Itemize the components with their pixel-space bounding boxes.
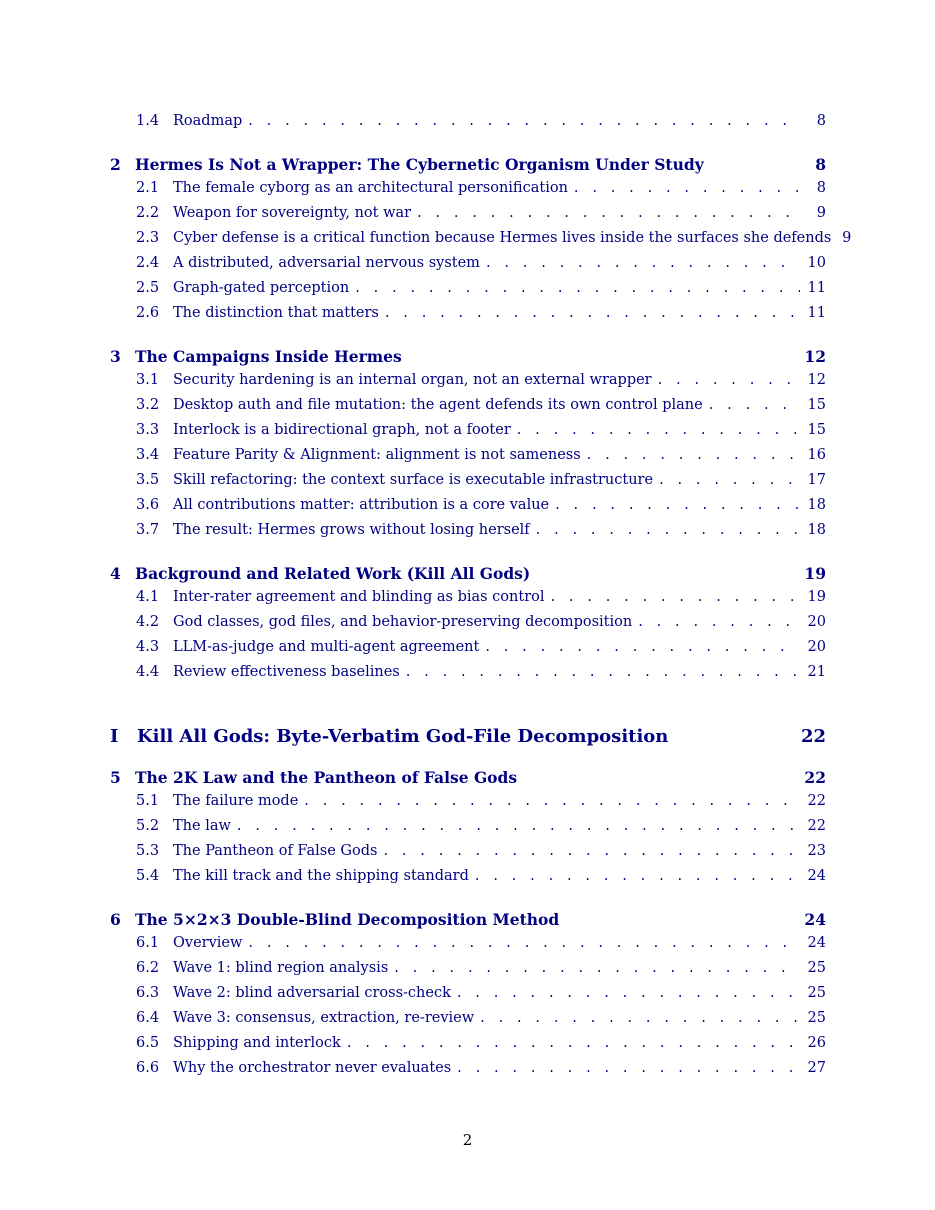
toc-entry-title: The Campaigns Inside Hermes xyxy=(135,347,402,366)
toc-entry-title: Inter-rater agreement and blinding as bias control xyxy=(173,589,545,605)
toc-entry-title: The failure mode xyxy=(173,793,299,809)
toc-entry-title: Wave 3: consensus, extraction, re-review xyxy=(173,1010,475,1026)
toc-dot-leader xyxy=(587,447,800,463)
toc-entry-page: 9 xyxy=(816,205,826,221)
toc-entry-page: 12 xyxy=(804,347,826,366)
toc-entry-number: 5.4 xyxy=(136,868,160,884)
toc-entry-number: 4.4 xyxy=(136,664,160,680)
toc-entry-title: Kill All Gods: Byte-Verbatim God-File Decomposition xyxy=(137,726,669,747)
toc-section-2[interactable] xyxy=(110,155,826,174)
toc-entry-number: 6.4 xyxy=(136,1010,160,1026)
toc-entry-page: 11 xyxy=(807,280,826,296)
toc-subsection-1-4[interactable] xyxy=(136,113,826,129)
toc-subsection-4-3[interactable] xyxy=(136,639,826,655)
toc-entry-number: 2.2 xyxy=(136,205,160,221)
toc-entry-title: Graph-gated perception xyxy=(173,280,350,296)
toc-entry-title: Wave 2: blind adversarial cross-check xyxy=(173,985,451,1001)
toc-dot-leader xyxy=(475,868,800,884)
toc-dot-leader xyxy=(574,180,800,196)
toc-entry-number: 2 xyxy=(110,155,121,174)
toc-entry-title: Desktop auth and file mutation: the agent defends its own control plane xyxy=(173,397,703,413)
toc-entry-number: 4.1 xyxy=(136,589,160,605)
toc-entry-title: The distinction that matters xyxy=(173,305,379,321)
toc-dot-leader xyxy=(457,985,800,1001)
toc-entry-number: 3.5 xyxy=(136,472,160,488)
toc-entry-page: 9 xyxy=(842,230,852,246)
toc-subsection-2-2[interactable] xyxy=(136,205,826,221)
toc-entry-number: 5 xyxy=(110,768,121,787)
toc-dot-leader xyxy=(485,639,800,655)
toc-subsection-3-6[interactable] xyxy=(136,497,826,513)
toc-subsection-6-5[interactable] xyxy=(136,1035,826,1051)
toc-entry-number: 2.3 xyxy=(136,230,160,246)
toc-entry-number: 6.5 xyxy=(136,1035,160,1051)
toc-entry-number: 3.4 xyxy=(136,447,160,463)
toc-entry-page: 19 xyxy=(807,589,826,605)
toc-entry-title: The kill track and the shipping standard xyxy=(173,868,469,884)
toc-dot-leader xyxy=(237,818,800,834)
toc-entry-page: 16 xyxy=(807,447,826,463)
toc-subsection-5-2[interactable] xyxy=(136,818,826,834)
toc-dot-leader xyxy=(417,205,800,221)
toc-entry-title: Security hardening is an internal organ, not an external wrapper xyxy=(173,372,652,388)
toc-entry-title: Wave 1: blind region analysis xyxy=(173,960,389,976)
toc-entry-number: 3.3 xyxy=(136,422,160,438)
toc-subsection-6-6[interactable] xyxy=(136,1060,826,1076)
toc-subsection-6-3[interactable] xyxy=(136,985,826,1001)
toc-entry-title: LLM-as-judge and multi-agent agreement xyxy=(173,639,480,655)
toc-dot-leader xyxy=(659,472,800,488)
toc-entry-number: 2.4 xyxy=(136,255,160,271)
toc-entry-number: I xyxy=(110,726,119,747)
toc-entry-title: Review effectiveness baselines xyxy=(173,664,400,680)
toc-entry-title: The 5×2×3 Double-Blind Decomposition Method xyxy=(135,910,560,929)
toc-part-I[interactable] xyxy=(110,726,826,747)
toc-entry-title: The female cyborg as an architectural personification xyxy=(173,180,568,196)
toc-entry-number: 3 xyxy=(110,347,121,366)
toc-entry-page: 11 xyxy=(807,305,826,321)
toc-entry-page: 17 xyxy=(807,472,826,488)
page-number: 2 xyxy=(462,1131,473,1149)
toc-dot-leader xyxy=(394,960,800,976)
toc-dot-leader xyxy=(248,113,800,129)
toc-subsection-2-6[interactable] xyxy=(136,305,826,321)
toc-entry-page: 20 xyxy=(807,639,826,655)
toc-entry-title: Cyber defense is a critical function because Hermes lives inside the surfaces she defends xyxy=(173,230,832,246)
toc-entry-number: 1.4 xyxy=(136,113,160,129)
toc-entry-number: 6.3 xyxy=(136,985,160,1001)
toc-entry-title: Hermes Is Not a Wrapper: The Cybernetic Organism Under Study xyxy=(135,155,704,174)
toc-subsection-4-2[interactable] xyxy=(136,614,826,630)
toc-entry-number: 2.5 xyxy=(136,280,160,296)
toc-dot-leader xyxy=(385,305,800,321)
toc-dot-leader xyxy=(555,497,800,513)
toc-entry-title: Overview xyxy=(173,935,243,951)
toc-entry-page: 22 xyxy=(804,768,826,787)
toc-entry-page: 24 xyxy=(807,935,826,951)
toc-dot-leader xyxy=(638,614,800,630)
toc-entry-number: 6 xyxy=(110,910,121,929)
toc-entry-title: The 2K Law and the Pantheon of False Gods xyxy=(135,768,518,787)
toc-section-5[interactable] xyxy=(110,768,826,787)
toc-entry-number: 3.7 xyxy=(136,522,160,538)
toc-subsection-2-3[interactable] xyxy=(136,230,852,246)
toc-subsection-4-1[interactable] xyxy=(136,589,826,605)
toc-entry-title: The Pantheon of False Gods xyxy=(173,843,378,859)
toc-entry-number: 4.3 xyxy=(136,639,160,655)
toc-dot-leader xyxy=(406,664,800,680)
toc-subsection-3-1[interactable] xyxy=(136,372,826,388)
toc-entry-page: 25 xyxy=(807,985,826,1001)
toc-entry-title: Interlock is a bidirectional graph, not a footer xyxy=(173,422,511,438)
toc-entry-page: 18 xyxy=(807,522,826,538)
toc-section-3[interactable] xyxy=(110,347,826,366)
toc-dot-leader xyxy=(347,1035,800,1051)
toc-subsection-6-1[interactable] xyxy=(136,935,826,951)
toc-dot-leader xyxy=(658,372,800,388)
toc-entry-number: 3.2 xyxy=(136,397,160,413)
toc-entry-page: 10 xyxy=(807,255,826,271)
toc-dot-leader xyxy=(480,1010,800,1026)
toc-entry-page: 15 xyxy=(807,422,826,438)
toc-dot-leader xyxy=(383,843,800,859)
toc-subsection-5-1[interactable] xyxy=(136,793,826,809)
toc-entry-title: God classes, god files, and behavior-preserving decomposition xyxy=(173,614,633,630)
toc-entry-title: Shipping and interlock xyxy=(173,1035,341,1051)
toc-entry-number: 6.2 xyxy=(136,960,160,976)
toc-subsection-3-4[interactable] xyxy=(136,447,826,463)
toc-dot-leader xyxy=(486,255,800,271)
toc-dot-leader xyxy=(551,589,801,605)
toc-entry-title: The law xyxy=(173,818,231,834)
toc-entry-page: 23 xyxy=(807,843,826,859)
toc-entry-page: 12 xyxy=(807,372,826,388)
toc-entry-number: 5.2 xyxy=(136,818,160,834)
toc-entry-page: 18 xyxy=(807,497,826,513)
toc-subsection-3-7[interactable] xyxy=(136,522,826,538)
toc-subsection-6-2[interactable] xyxy=(136,960,826,976)
toc-entry-number: 5.3 xyxy=(136,843,160,859)
toc-subsection-6-4[interactable] xyxy=(136,1010,826,1026)
toc-entry-number: 6.6 xyxy=(136,1060,160,1076)
toc-entry-number: 3.1 xyxy=(136,372,160,388)
toc-entry-page: 27 xyxy=(807,1060,826,1076)
toc-entry-page: 15 xyxy=(807,397,826,413)
toc-dot-leader xyxy=(304,793,800,809)
toc-entry-title: All contributions matter: attribution is a core value xyxy=(173,497,550,513)
toc-dot-leader xyxy=(709,397,800,413)
toc-dot-leader xyxy=(457,1060,800,1076)
toc-subsection-3-5[interactable] xyxy=(136,472,826,488)
toc-entry-title: Why the orchestrator never evaluates xyxy=(173,1060,452,1076)
toc-entry-page: 22 xyxy=(807,793,826,809)
toc-dot-leader xyxy=(536,522,800,538)
toc-entry-number: 4 xyxy=(110,564,121,583)
toc-entry-number: 2.6 xyxy=(136,305,160,321)
toc-entry-number: 4.2 xyxy=(136,614,160,630)
toc-subsection-2-4[interactable] xyxy=(136,255,826,271)
toc-entry-title: A distributed, adversarial nervous system xyxy=(173,255,480,271)
toc-subsection-3-2[interactable] xyxy=(136,397,826,413)
toc-entry-page: 24 xyxy=(804,910,826,929)
toc-subsection-5-4[interactable] xyxy=(136,868,826,884)
toc-entry-page: 26 xyxy=(807,1035,826,1051)
toc-entry-page: 8 xyxy=(816,113,826,129)
toc-entry-title: The result: Hermes grows without losing herself xyxy=(173,522,530,538)
toc-dot-leader xyxy=(248,935,800,951)
toc-dot-leader xyxy=(355,280,800,296)
toc-entry-page: 25 xyxy=(807,1010,826,1026)
toc-entry-page: 8 xyxy=(815,155,826,174)
toc-entry-page: 22 xyxy=(800,726,826,747)
toc-entry-page: 24 xyxy=(807,868,826,884)
toc-subsection-2-5[interactable] xyxy=(136,280,826,296)
toc-entry-number: 2.1 xyxy=(136,180,160,196)
toc-subsection-2-1[interactable] xyxy=(136,180,826,196)
toc-entry-page: 21 xyxy=(807,664,826,680)
toc-entry-page: 22 xyxy=(807,818,826,834)
toc-entry-title: Skill refactoring: the context surface is executable infrastructure xyxy=(173,472,654,488)
toc-entry-page: 19 xyxy=(804,564,826,583)
toc-section-4[interactable] xyxy=(110,564,826,583)
toc-entry-number: 6.1 xyxy=(136,935,160,951)
toc-entry-page: 8 xyxy=(816,180,826,196)
toc-entry-title: Weapon for sovereignty, not war xyxy=(173,205,412,221)
toc-entry-page: 20 xyxy=(807,614,826,630)
toc-entry-title: Background and Related Work (Kill All Gods) xyxy=(135,564,531,583)
toc-section-6[interactable] xyxy=(110,910,826,929)
toc-entry-page: 25 xyxy=(807,960,826,976)
toc-subsection-4-4[interactable] xyxy=(136,664,826,680)
toc-subsection-5-3[interactable] xyxy=(136,843,826,859)
toc-entry-title: Feature Parity & Alignment: alignment is not sameness xyxy=(173,447,581,463)
toc-entry-number: 3.6 xyxy=(136,497,160,513)
toc-dot-leader xyxy=(517,422,800,438)
toc-entry-title: Roadmap xyxy=(173,113,243,129)
toc-entry-number: 5.1 xyxy=(136,793,160,809)
toc-subsection-3-3[interactable] xyxy=(136,422,826,438)
